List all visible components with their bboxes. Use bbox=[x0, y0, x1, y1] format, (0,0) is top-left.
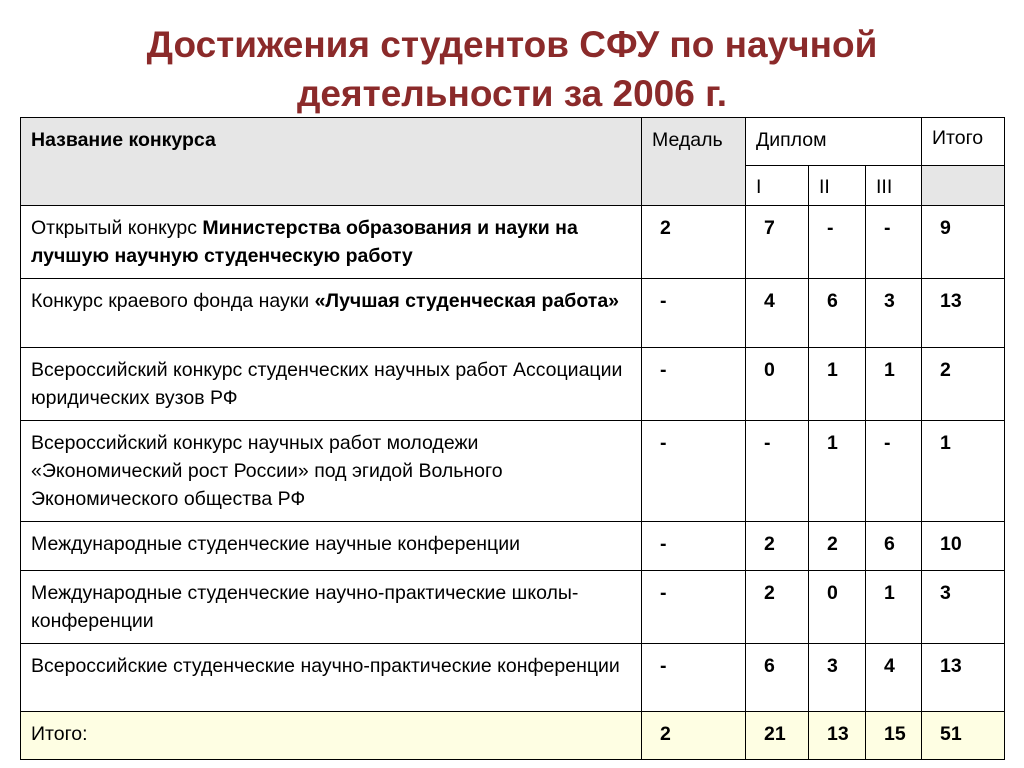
contest-name bbox=[21, 206, 642, 279]
diploma-2-cell: 0 bbox=[809, 571, 866, 644]
header-degree-2: II bbox=[809, 166, 866, 206]
diploma-3-cell: 4 bbox=[866, 644, 922, 712]
table-row bbox=[21, 644, 1005, 712]
table-row bbox=[21, 522, 1005, 571]
diploma-1-cell: 7 bbox=[746, 206, 809, 279]
total-cell: 3 bbox=[922, 571, 1005, 644]
medal-cell: 2 bbox=[642, 206, 746, 279]
total-cell: 9 bbox=[922, 206, 1005, 279]
totals-label: Итого: bbox=[21, 712, 642, 760]
header-row bbox=[21, 118, 1005, 166]
contest-name: Всероссийские студенческие научно-практические конференции bbox=[21, 644, 642, 712]
diploma-2-cell: 2 bbox=[809, 522, 866, 571]
diploma-2-cell: 6 bbox=[809, 279, 866, 348]
diploma-1-cell: 2 bbox=[746, 522, 809, 571]
header-contest-name: Название конкурса bbox=[21, 118, 642, 206]
total-cell: 2 bbox=[922, 348, 1005, 421]
diploma-1-cell: 4 bbox=[746, 279, 809, 348]
medal-cell: - bbox=[642, 571, 746, 644]
diploma-3-cell: 1 bbox=[866, 571, 922, 644]
contest-name-plain: Конкурс краевого фонда науки bbox=[31, 290, 315, 312]
totals-diploma-1: 21 bbox=[746, 712, 809, 760]
header-degree-3: III bbox=[866, 166, 922, 206]
header-diploma: Диплом bbox=[746, 118, 922, 166]
diploma-1-cell: 0 bbox=[746, 348, 809, 421]
contest-name: Международные студенческие научные конференции bbox=[21, 522, 642, 571]
totals-total: 51 bbox=[922, 712, 1005, 760]
achievements-table bbox=[20, 117, 1005, 760]
diploma-2-cell: 1 bbox=[809, 421, 866, 522]
medal-cell: - bbox=[642, 421, 746, 522]
contest-name-bold: «Лучшая студенческая работа» bbox=[314, 290, 620, 312]
contest-name: Всероссийский конкурс студенческих научных работ Ассоциации юридических вузов РФ bbox=[21, 348, 642, 421]
diploma-2-cell: 3 bbox=[809, 644, 866, 712]
total-cell: 1 bbox=[922, 421, 1005, 522]
page-title bbox=[0, 20, 1024, 118]
medal-cell: - bbox=[642, 522, 746, 571]
medal-cell: - bbox=[642, 279, 746, 348]
contest-name: Международные студенческие научно-практические школы-конференции bbox=[21, 571, 642, 644]
table-row bbox=[21, 279, 1005, 348]
contest-name-plain: Открытый конкурс bbox=[31, 217, 203, 239]
contest-name bbox=[21, 279, 642, 348]
diploma-1-cell: 2 bbox=[746, 571, 809, 644]
diploma-3-cell: 6 bbox=[866, 522, 922, 571]
table-row bbox=[21, 348, 1005, 421]
medal-cell: - bbox=[642, 348, 746, 421]
diploma-3-cell: - bbox=[866, 421, 922, 522]
contest-name: Всероссийский конкурс научных работ молодежи «Экономический рост России» под эгидой Вольного Экономического общества РФ bbox=[21, 421, 642, 522]
totals-row bbox=[21, 712, 1005, 760]
diploma-1-cell: 6 bbox=[746, 644, 809, 712]
diploma-1-cell: - bbox=[746, 421, 809, 522]
table-row bbox=[21, 206, 1005, 279]
header-medal: Медаль bbox=[642, 118, 746, 206]
table-row bbox=[21, 421, 1005, 522]
totals-medal: 2 bbox=[642, 712, 746, 760]
contest-name-bold: Министерства образования и науки на лучшую научную студенческую работу bbox=[31, 217, 578, 267]
total-cell: 13 bbox=[922, 279, 1005, 348]
diploma-2-cell: - bbox=[809, 206, 866, 279]
diploma-2-cell: 1 bbox=[809, 348, 866, 421]
title-line-1: Достижения студентов СФУ по научной bbox=[146, 24, 878, 65]
header-total: Итого bbox=[922, 118, 1005, 166]
header-degree-1: I bbox=[746, 166, 809, 206]
total-cell: 10 bbox=[922, 522, 1005, 571]
diploma-3-cell: - bbox=[866, 206, 922, 279]
totals-diploma-2: 13 bbox=[809, 712, 866, 760]
total-cell: 13 bbox=[922, 644, 1005, 712]
totals-diploma-3: 15 bbox=[866, 712, 922, 760]
title-line-2: деятельности за 2006 г. bbox=[296, 73, 728, 114]
diploma-3-cell: 1 bbox=[866, 348, 922, 421]
table-row bbox=[21, 571, 1005, 644]
diploma-3-cell: 3 bbox=[866, 279, 922, 348]
header-total-blank bbox=[922, 166, 1005, 206]
medal-cell: - bbox=[642, 644, 746, 712]
